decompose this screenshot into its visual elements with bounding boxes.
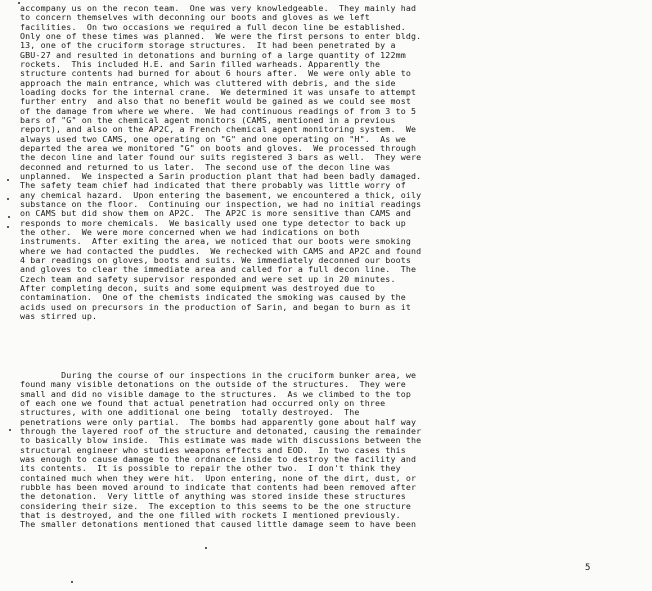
- text-line: The safety team chief had indicated that there probably was little worry of: [20, 181, 406, 191]
- text-line: facilities. On two occasions we required a full decon line be established.: [20, 22, 406, 32]
- text-line: approach the main entrance, which was cluttered with debris, and the side: [20, 78, 396, 88]
- text-line: 4 bar readings on gloves, boots and suits. We immediately deconned our boots: [20, 255, 412, 265]
- text-line: accompany us on the recon team. One was very knowledgeable. They mainly had: [20, 4, 417, 13]
- text-line: contained much when they were hit. Upon entering, none of the dirt, dust, or: [20, 473, 417, 483]
- text-line: its contents. It is possible to repair the other two. I don't think they: [20, 464, 401, 474]
- text-line: substance on the floor. Continuing our inspection, we had no initial readings: [20, 199, 422, 209]
- text-line: further entry and also that no benefit would be gained as we could see most: [20, 97, 412, 107]
- text-line: was enough to cause damage to the ordnance inside to destroy the facility and: [20, 454, 417, 464]
- text-line: loading docks for the internal crane. We determined it was unsafe to attempt: [20, 87, 417, 97]
- text-line: penetrations were only partial. The bombs had apparently gone about half way: [20, 417, 417, 427]
- text-line: and gloves to clear the immediate area and called for a full decon line. The: [20, 265, 417, 275]
- text-line: responds to more chemicals. We basically used one type detector to back up: [20, 218, 406, 228]
- page-number: 5: [585, 563, 591, 573]
- text-line: found many visible detonations on the outside of the structures. They were: [20, 380, 406, 390]
- text-line: was stirred up.: [20, 311, 98, 321]
- text-line: that is destroyed, and the one filled with rockets I mentioned previously.: [20, 510, 401, 520]
- text-line: rubble has been moved around to indicate that contents had been removed after: [20, 482, 417, 492]
- text-line: 13, one of the cruciform storage structures. It had been penetrated by a: [20, 41, 396, 51]
- text-line: structures, with one additional one being totally destroyed. The: [20, 408, 360, 418]
- text-line: on CAMS but did show them on AP2C. The AP2C is more sensitive than CAMS and: [20, 209, 412, 219]
- text-line: Czech team and safety supervisor responded and were set up in 20 minutes.: [20, 274, 396, 284]
- scan-speck: [71, 581, 73, 583]
- text-line: of each one we found that actual penetration had occurred only on three: [20, 398, 386, 408]
- paragraph-1: [20, 4, 636, 321]
- scan-speck: [9, 429, 11, 431]
- text-line: contamination. One of the chemists indicated the smoking was caused by the: [20, 293, 406, 303]
- text-line: unplanned. We inspected a Sarin production plant that had been badly damaged.: [20, 171, 422, 181]
- text-line: structure contents had burned for about 6 hours after. We were only able to: [20, 69, 412, 79]
- text-line: considering their size. The exception to this seems to be the one structure: [20, 501, 412, 511]
- text-line: GBU-27 and resulted in detonations and burning of a large quantity of 122mm: [20, 50, 406, 60]
- text-line: of the damage from where we where. We had continuous readings of from 3 to 5: [20, 106, 417, 116]
- text-line: After completing decon, suits and some equipment was destroyed due to: [20, 283, 376, 293]
- text-line: any chemical hazard. Upon entering the basement, we encountered a thick, oily: [20, 190, 422, 200]
- text-line: to concern themselves with deconning our boots and gloves as we left: [20, 13, 370, 23]
- text-line: bars of "G" on the chemical agent monitors (CAMS, mentioned in a previous: [20, 115, 396, 125]
- scan-speck: [7, 179, 9, 181]
- text-line: always used two CAMS, one operating on "G" and one operating on "H". As we: [20, 134, 406, 144]
- text-line: During the course of our inspections in the cruciform bunker area, we: [20, 371, 417, 380]
- text-line: acids used on precursors in the production of Sarin, and began to burn as it: [20, 302, 412, 312]
- text-line: the decon line and later found our suits registered 3 bars as well. They were: [20, 153, 422, 163]
- text-line: deconned and returned to us later. The second use of the decon line was: [20, 162, 391, 172]
- scan-speck: [205, 547, 207, 549]
- text-line: small and did no visible damage to the structures. As we climbed to the top: [20, 389, 412, 399]
- text-line: rockets. This included H.E. and Sarin filled warheads. Apparently the: [20, 59, 381, 69]
- text-line: structural engineer who studies weapons effects and EOD. In two cases this: [20, 445, 406, 455]
- text-line: The smaller detonations mentioned that caused little damage seem to have been: [20, 520, 417, 530]
- scan-speck: [7, 226, 9, 228]
- scan-speck: [7, 198, 9, 200]
- text-line: instruments. After exiting the area, we noticed that our boots were smoking: [20, 237, 412, 247]
- text-line: where we had contacted the puddles. We rechecked with CAMS and AP2C and found: [20, 246, 422, 256]
- text-line: Only one of these times was planned. We were the first persons to enter bldg.: [20, 31, 422, 41]
- scan-speck: [18, 2, 20, 4]
- scan-speck: [8, 216, 10, 218]
- text-line: through the layered roof of the structure and detonated, causing the remainder: [20, 426, 422, 436]
- text-line: the detonation. Very little of anything was stored inside these structures: [20, 492, 406, 502]
- text-line: to basically blow inside. This estimate was made with discussions between the: [20, 436, 422, 446]
- text-line: report), and also on the AP2C, a French chemical agent monitoring system. We: [20, 125, 417, 135]
- text-line: departed the area we monitored "G" on boots and gloves. We processed through: [20, 143, 417, 153]
- text-line: the other. We were more concerned when we had indications on both: [20, 227, 360, 237]
- paragraph-2: [20, 371, 636, 530]
